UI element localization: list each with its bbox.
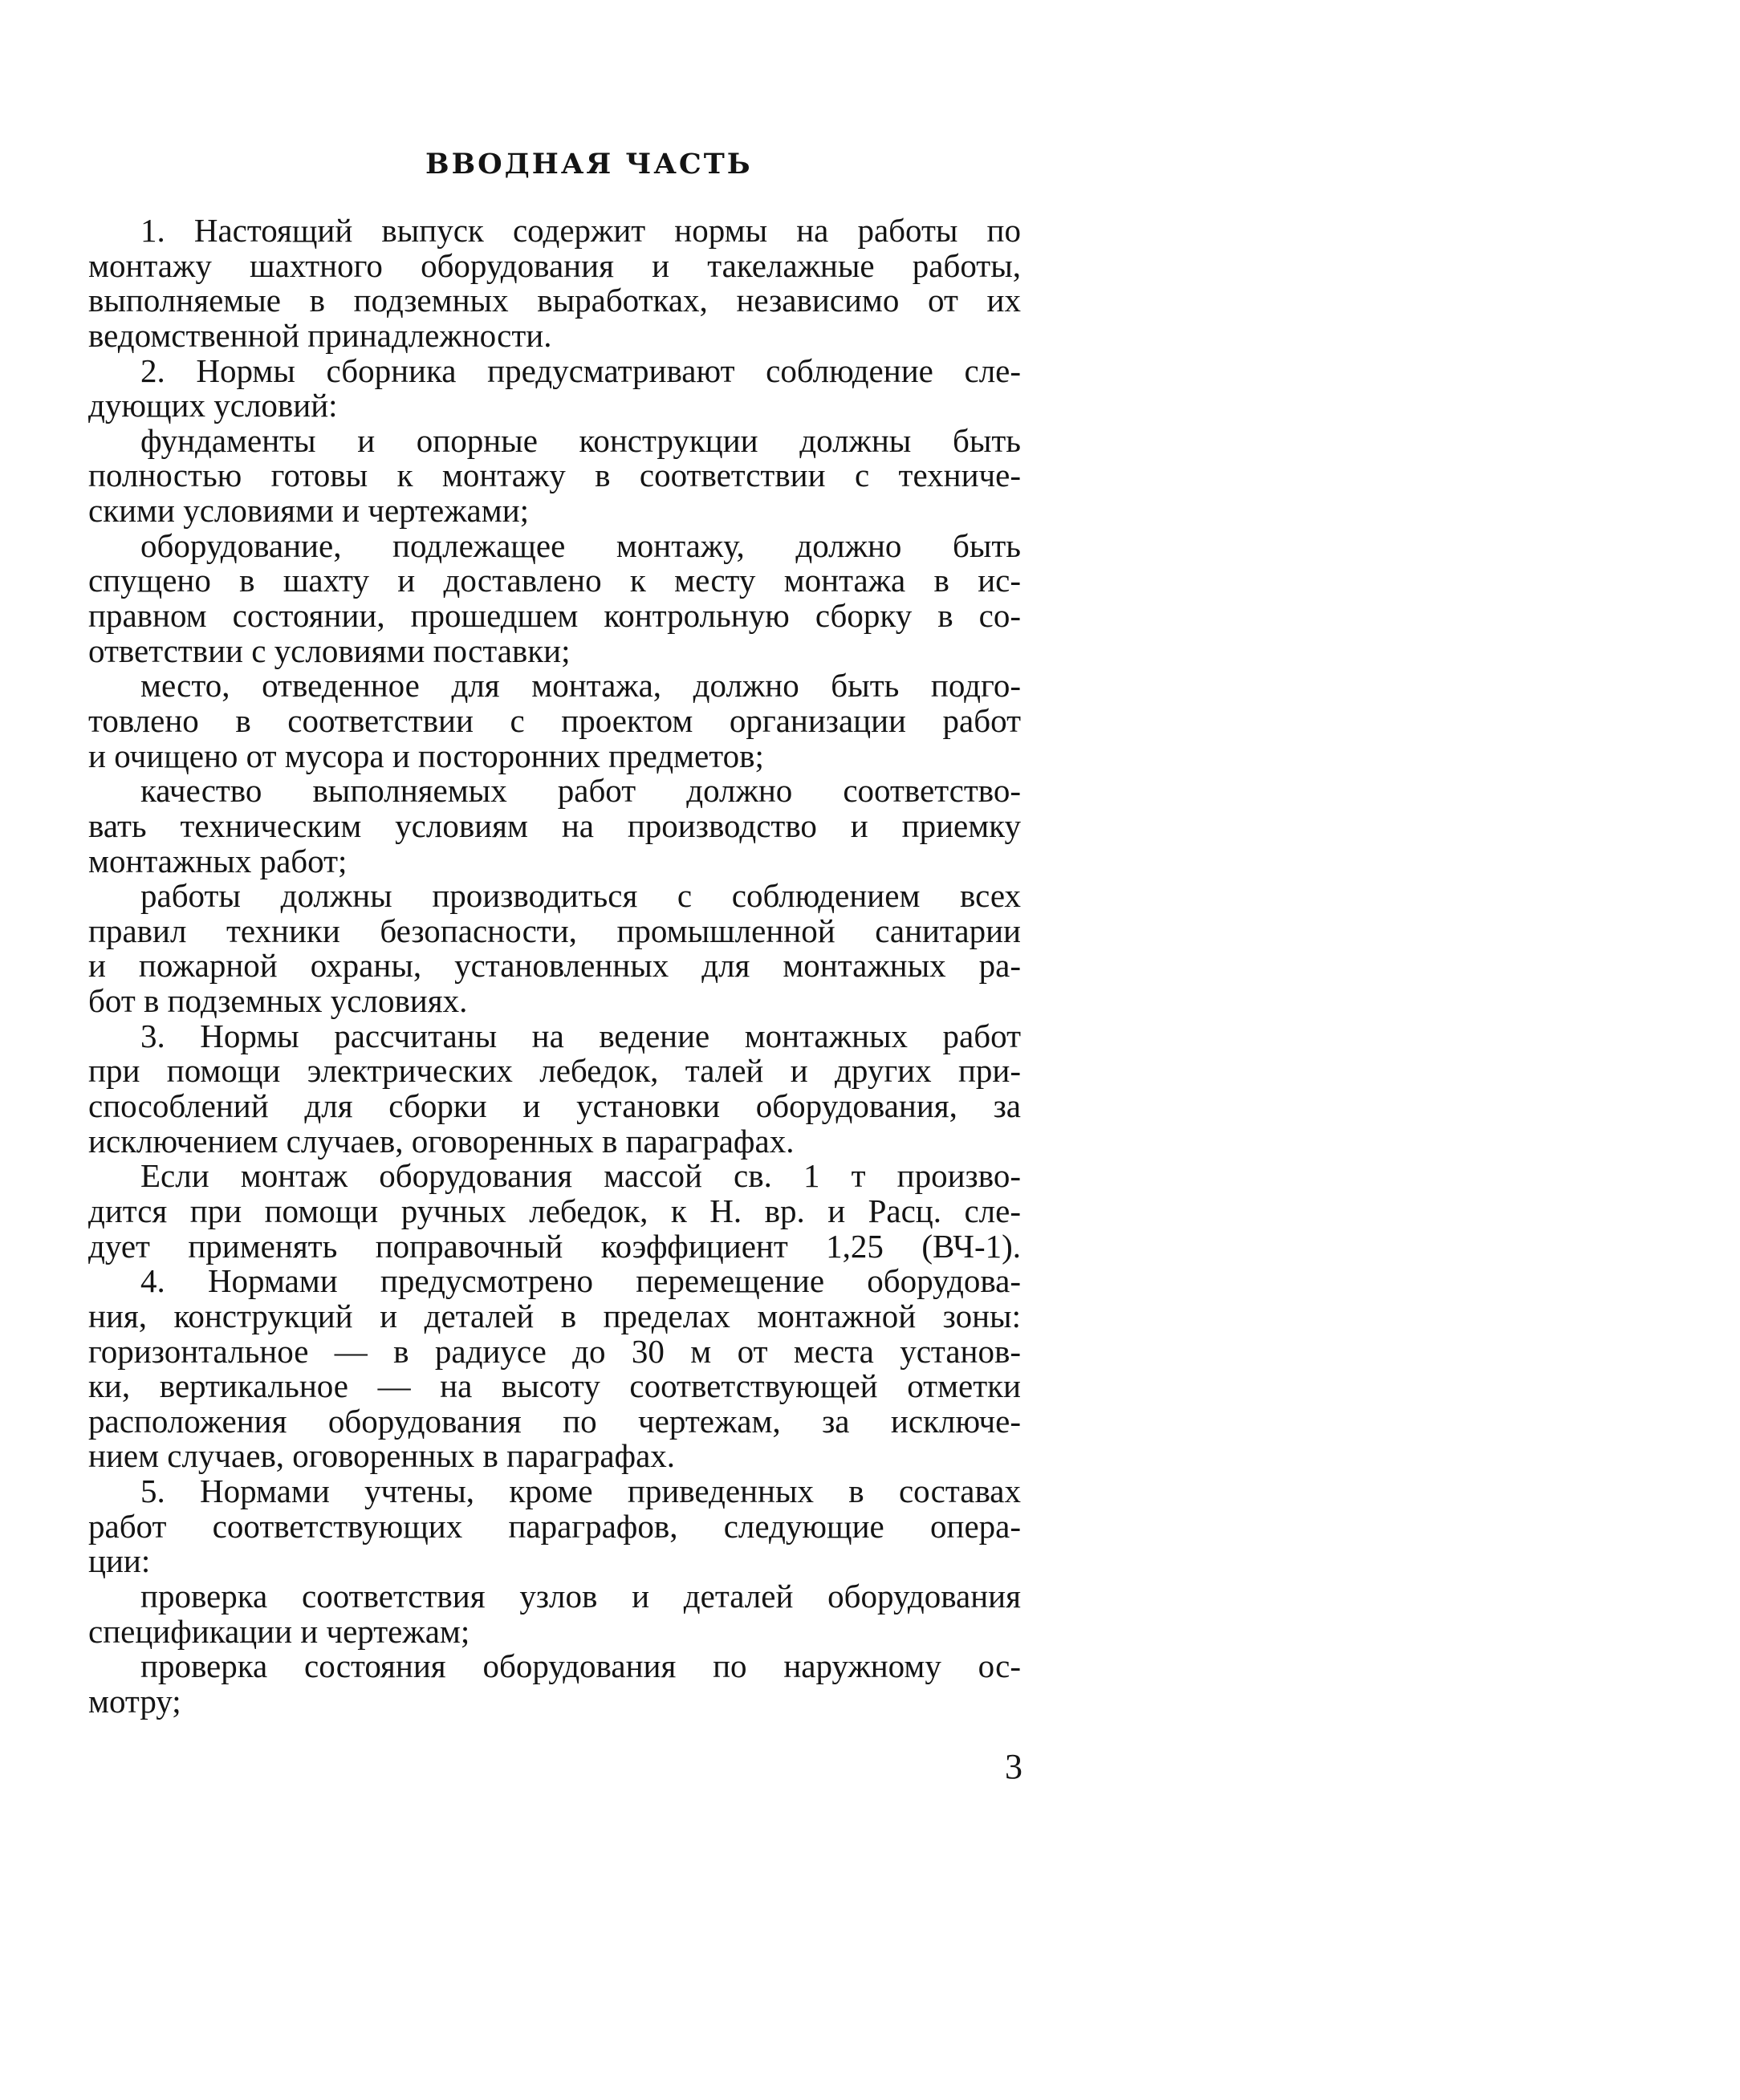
text-line: место, отведенное для монтажа, должно быть подго-	[140, 667, 1021, 705]
text-line: скими условиями и чертежами;	[88, 492, 530, 530]
text-line: фундаменты и опорные конструкции должны быть	[140, 421, 1021, 459]
text-line: бот в подземных условиях.	[88, 982, 468, 1020]
text-line: расположения оборудования по чертежам, за исключе-	[88, 1402, 1021, 1440]
text-line: ответствии с условиями поставки;	[88, 632, 571, 669]
text-line: 4. Нормами предусмотрено перемещение оборудова-	[140, 1262, 1021, 1300]
text-line: способлений для сборки и установки оборудования, за	[88, 1087, 1021, 1125]
text-line: и пожарной охраны, установленных для монтажных ра-	[88, 947, 1021, 985]
text-line: ведомственной принадлежности.	[88, 316, 552, 354]
text-line: проверка соответствия узлов и деталей оборудования	[140, 1577, 1021, 1615]
text-line: 3. Нормы рассчитаны на ведение монтажных работ	[140, 1017, 1021, 1054]
text-line: горизонтальное — в радиусе до 30 м от места установ-	[88, 1332, 1021, 1370]
text-line: 2. Нормы сборника предусматривают соблюдение сле-	[140, 351, 1021, 389]
text-line: и очищено от мусора и посторонних предметов;	[88, 737, 764, 774]
text-line: Если монтаж оборудования массой св. 1 т произво-	[140, 1157, 1021, 1195]
text-line: спецификации и чертежам;	[88, 1612, 470, 1650]
text-line: дится при помощи ручных лебедок, к Н. вр. и Расц. сле-	[88, 1192, 1021, 1229]
text-line: работ соответствующих параграфов, следующие опера-	[88, 1507, 1021, 1545]
text-line: выполняемые в подземных выработках, независимо от их	[88, 282, 1021, 319]
text-line: проверка состояния оборудования по наружному ос-	[140, 1647, 1021, 1685]
text-line: ки, вертикальное — на высоту соответствующей отметки	[88, 1367, 1021, 1405]
body-text	[88, 213, 1021, 1720]
text-line: полностью готовы к монтажу в соответствии с техниче-	[88, 457, 1021, 494]
text-line: 5. Нормами учтены, кроме приведенных в составах	[140, 1472, 1021, 1510]
text-line: мотру;	[88, 1682, 181, 1720]
text-line: качество выполняемых работ должно соответство-	[140, 772, 1021, 810]
text-line: исключением случаев, оговоренных в параграфах.	[88, 1122, 795, 1160]
text-line: дующих условий:	[88, 387, 338, 424]
page-heading: ВВОДНАЯ ЧАСТЬ	[425, 148, 753, 181]
text-line: работы должны производиться с соблюдением всех	[140, 877, 1021, 915]
text-line: ния, конструкций и деталей в пределах монтажной зоны:	[88, 1297, 1021, 1334]
text-line: правном состоянии, прошедшем контрольную сборку в со-	[88, 597, 1021, 635]
text-line: спущено в шахту и доставлено к месту монтажа в ис-	[88, 562, 1021, 599]
text-line: нием случаев, оговоренных в параграфах.	[88, 1437, 676, 1475]
text-line: правил техники безопасности, промышленной санитарии	[88, 912, 1021, 949]
text-line: монтажу шахтного оборудования и такелажные работы,	[88, 246, 1021, 284]
text-line: вать техническим условиям на производство и приемку	[88, 806, 1021, 844]
text-line: ции:	[88, 1542, 151, 1580]
text-line: товлено в соответствии с проектом организации работ	[88, 701, 1021, 739]
text-line: монтажных работ;	[88, 842, 348, 879]
text-line: оборудование, подлежащее монтажу, должно быть	[140, 526, 1021, 564]
text-line: 1. Настоящий выпуск содержит нормы на работы по	[140, 212, 1021, 249]
page-number: 3	[1005, 1747, 1022, 1786]
text-line: дует применять поправочный коэффициент 1,25 (ВЧ-1).	[88, 1227, 1021, 1265]
text-line: при помощи электрических лебедок, талей и других при-	[88, 1052, 1021, 1090]
